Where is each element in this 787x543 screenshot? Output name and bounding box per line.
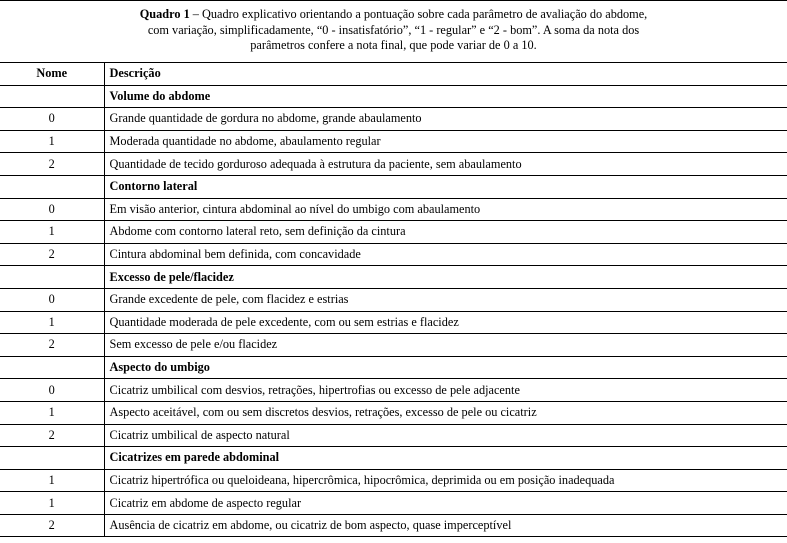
description-cell: Em visão anterior, cintura abdominal ao nível do umbigo com abaulamento xyxy=(104,198,787,221)
scoring-table xyxy=(0,62,787,537)
table-row xyxy=(0,243,787,266)
section-row xyxy=(0,266,787,289)
section-title: Cicatrizes em parede abdominal xyxy=(104,447,787,470)
table-row xyxy=(0,108,787,131)
description-cell: Sem excesso de pele e/ou flacidez xyxy=(104,334,787,357)
score-cell xyxy=(0,175,104,198)
description-cell: Quantidade moderada de pele excedente, com ou sem estrias e flacidez xyxy=(104,311,787,334)
score-cell: 2 xyxy=(0,153,104,176)
description-cell: Cicatriz umbilical com desvios, retrações, hipertrofias ou excesso de pele adjacente xyxy=(104,379,787,402)
table-row xyxy=(0,221,787,244)
score-cell: 0 xyxy=(0,379,104,402)
header-nome: Nome xyxy=(0,63,104,86)
description-cell: Cicatriz em abdome de aspecto regular xyxy=(104,492,787,515)
description-cell: Grande excedente de pele, com flacidez e estrias xyxy=(104,288,787,311)
score-cell: 1 xyxy=(0,492,104,515)
table-row xyxy=(0,424,787,447)
table-row xyxy=(0,334,787,357)
description-cell: Grande quantidade de gordura no abdome, grande abaulamento xyxy=(104,108,787,131)
description-cell: Cintura abdominal bem definida, com concavidade xyxy=(104,243,787,266)
description-cell: Aspecto aceitável, com ou sem discretos desvios, retrações, excesso de pele ou cicatriz xyxy=(104,401,787,424)
score-cell xyxy=(0,85,104,108)
score-cell: 2 xyxy=(0,514,104,537)
table-row xyxy=(0,288,787,311)
score-cell: 1 xyxy=(0,311,104,334)
score-cell: 1 xyxy=(0,221,104,244)
section-row xyxy=(0,175,787,198)
section-row xyxy=(0,356,787,379)
description-cell: Cicatriz hipertrófica ou queloideana, hipercrômica, hipocrômica, deprimida ou em posição inadequada xyxy=(104,469,787,492)
table-body xyxy=(0,85,787,537)
table-row xyxy=(0,130,787,153)
section-row xyxy=(0,85,787,108)
score-cell: 2 xyxy=(0,424,104,447)
table-row xyxy=(0,198,787,221)
table-row xyxy=(0,469,787,492)
description-cell: Abdome com contorno lateral reto, sem definição da cintura xyxy=(104,221,787,244)
score-cell: 1 xyxy=(0,130,104,153)
score-cell: 0 xyxy=(0,108,104,131)
description-cell: Moderada quantidade no abdome, abaulamento regular xyxy=(104,130,787,153)
table-row xyxy=(0,379,787,402)
table-caption xyxy=(0,0,787,61)
section-title: Excesso de pele/flacidez xyxy=(104,266,787,289)
caption-line-2: com variação, simplificadamente, “0 - insatisfatório”, “1 - regular” e “2 - bom”. A soma da nota dos xyxy=(147,22,640,37)
score-cell xyxy=(0,447,104,470)
score-cell xyxy=(0,266,104,289)
section-title: Aspecto do umbigo xyxy=(104,356,787,379)
caption-line-1: – Quadro explicativo orientando a pontuação sobre cada parâmetro de avaliação do abdome, xyxy=(189,7,648,21)
section-title: Volume do abdome xyxy=(104,85,787,108)
score-cell xyxy=(0,356,104,379)
table-row xyxy=(0,401,787,424)
section-row xyxy=(0,447,787,470)
score-cell: 2 xyxy=(0,243,104,266)
table-row xyxy=(0,311,787,334)
table-row xyxy=(0,153,787,176)
section-title: Contorno lateral xyxy=(104,175,787,198)
table-header-row xyxy=(0,63,787,86)
header-descricao: Descrição xyxy=(104,63,787,86)
score-cell: 0 xyxy=(0,198,104,221)
score-cell: 0 xyxy=(0,288,104,311)
table-row xyxy=(0,492,787,515)
description-cell: Quantidade de tecido gorduroso adequada à estrutura da paciente, sem abaulamento xyxy=(104,153,787,176)
score-cell: 1 xyxy=(0,469,104,492)
score-cell: 1 xyxy=(0,401,104,424)
caption-label: Quadro 1 xyxy=(139,7,190,21)
description-cell: Ausência de cicatriz em abdome, ou cicatriz de bom aspecto, quase imperceptível xyxy=(104,514,787,537)
score-cell: 2 xyxy=(0,334,104,357)
description-cell: Cicatriz umbilical de aspecto natural xyxy=(104,424,787,447)
table-row xyxy=(0,514,787,537)
caption-line-3: parâmetros confere a nota final, que pode variar de 0 a 10. xyxy=(250,38,537,52)
